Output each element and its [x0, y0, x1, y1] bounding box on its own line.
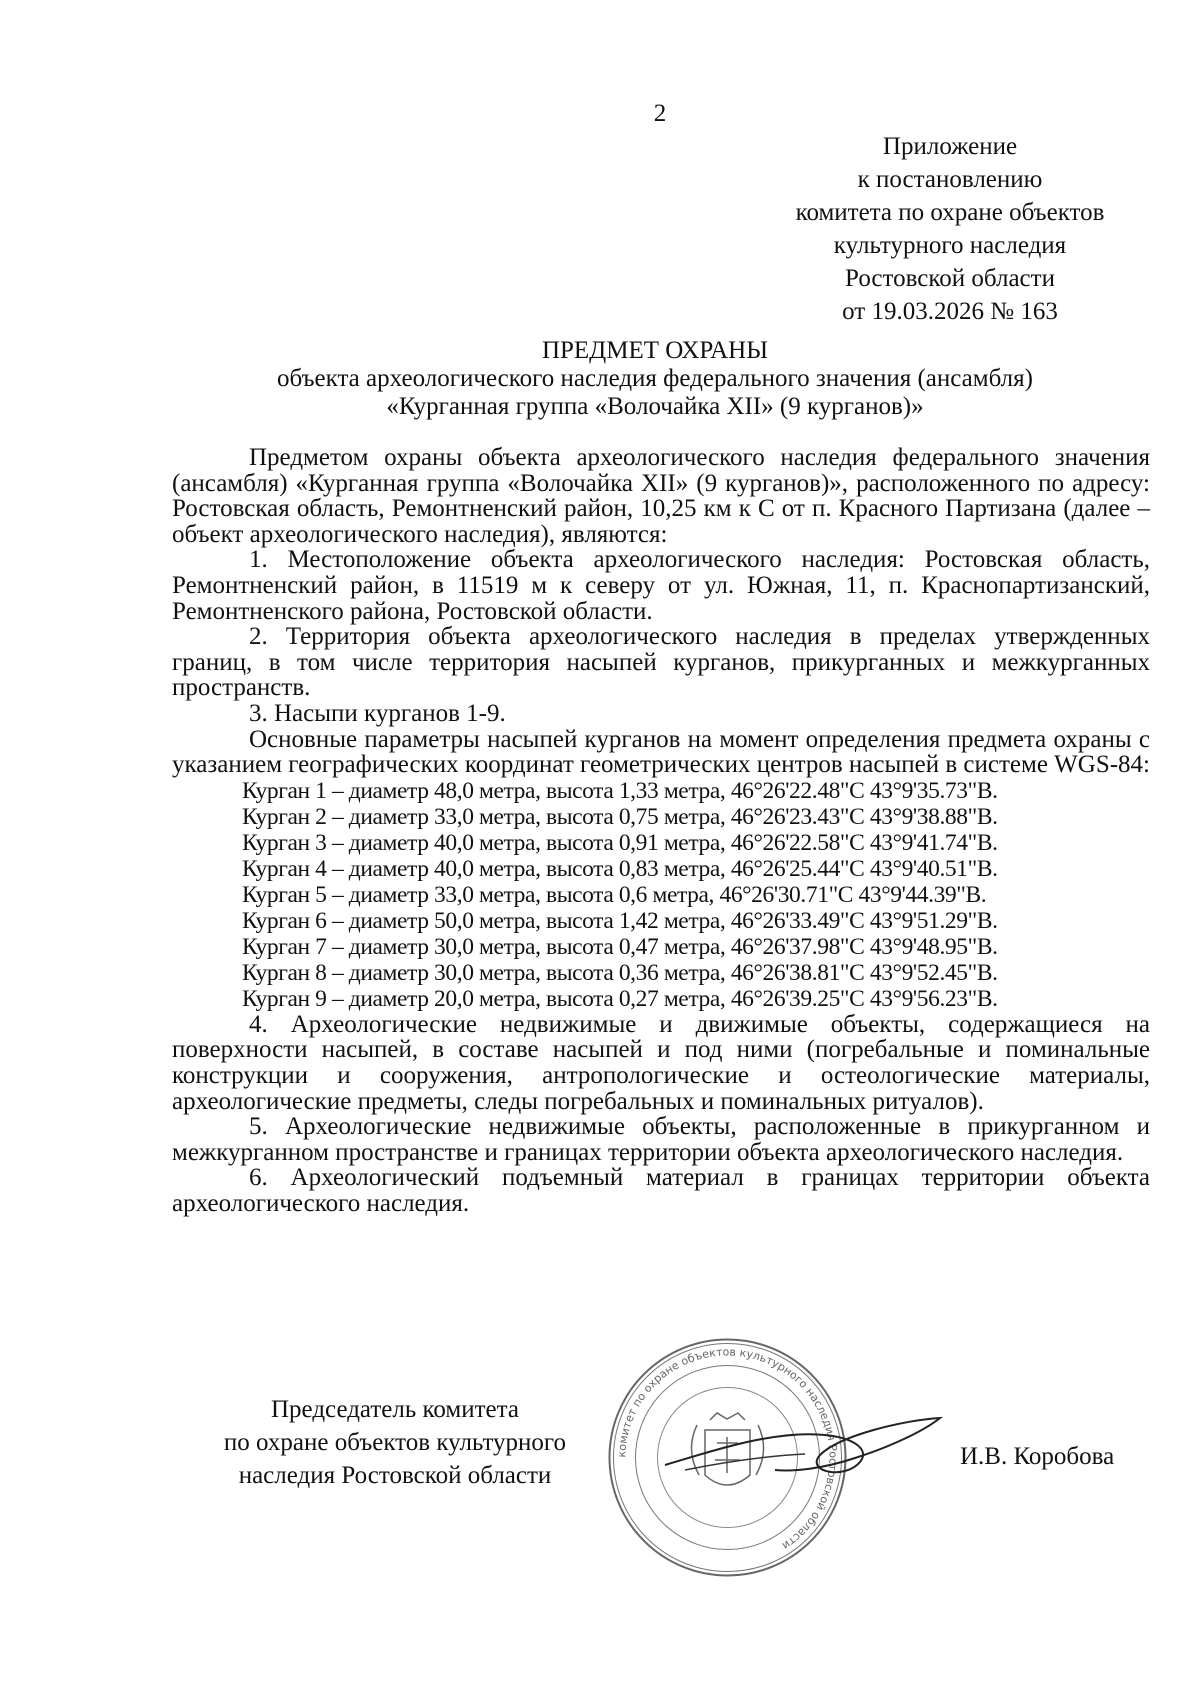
signatory-position — [190, 1393, 600, 1492]
params-intro-paragraph: Основные параметры насыпей курганов на момент определения предмета охраны с указанием географических координат геометрических центров насыпей в системе WGS-84: — [172, 725, 1151, 779]
appendix-line: от 19.03.2026 № 163 — [842, 298, 1058, 325]
appendix-line: Приложение — [882, 133, 1018, 160]
signatory-name: И.В. Коробова — [960, 1443, 1115, 1470]
kurgan-line: Курган 1 – диаметр 48,0 метра, высота 1,33 метра, 46°26'22.48"С 43°9'35.73"В. — [242, 777, 998, 804]
title-block — [160, 337, 1150, 421]
item-2-paragraph: 2. Территория объекта археологического наследия в пределах утвержденных границ, в том числе территория насыпей курганов, прикурганных и межкурганных пространств. — [172, 623, 1150, 702]
intro-paragraph: Предметом охраны объекта археологического наследия федерального значения (ансамбля) «Курганная группа «Волочайка XII» (9 курганов)», расположенного по адресу: Ростовская область, Ремонтненский район, 10,25 км к С от п. Красного Партизана (далее – объект археологического наследия), являются: — [172, 444, 1150, 548]
kurgan-line: Курган 9 – диаметр 20,0 метра, высота 0,27 метра, 46°26'39.25"С 43°9'56.23"В. — [242, 985, 998, 1012]
signatory-position-line: Председатель комитета — [271, 1396, 519, 1423]
kurgan-line: Курган 8 – диаметр 30,0 метра, высота 0,36 метра, 46°26'38.81"С 43°9'52.45"В. — [242, 959, 998, 986]
signatory-position-line: по охране объектов культурного — [223, 1429, 567, 1456]
title-line: объекта археологического наследия федерального значения (ансамбля) — [277, 365, 1033, 392]
signature — [655, 1410, 950, 1490]
document-body — [172, 445, 1150, 1216]
appendix-line: Ростовской области — [845, 265, 1055, 292]
kurgan-line: Курган 2 – диаметр 33,0 метра, высота 0,75 метра, 46°26'23.43"С 43°9'38.88"В. — [242, 803, 998, 830]
signatory-position-line: наследия Ростовской области — [238, 1462, 552, 1489]
kurgan-line: Курган 4 – диаметр 40,0 метра, высота 0,83 метра, 46°26'25.44"С 43°9'40.51"В. — [242, 855, 998, 882]
item-3-paragraph: 3. Насыпи курганов 1-9. — [249, 699, 506, 727]
item-5-paragraph: 5. Археологические недвижимые объекты, расположенные в прикурганном и межкурганном пространстве и границах территории объекта археологического наследия. — [172, 1113, 1150, 1166]
item-1-paragraph: 1. Местоположение объекта археологического наследия: Ростовская область, Ремонтненский район, в 11519 м к северу от ул. Южная, 11, п. Краснопартизанский, Ремонтненского района, Ростовской области. — [172, 546, 1150, 625]
kurgan-list — [172, 778, 1150, 1012]
kurgan-line: Курган 7 – диаметр 30,0 метра, высота 0,47 метра, 46°26'37.98"С 43°9'48.95"В. — [242, 933, 998, 960]
kurgan-line: Курган 3 – диаметр 40,0 метра, высота 0,91 метра, 46°26'22.58"С 43°9'41.74"В. — [242, 829, 998, 856]
appendix-line: культурного наследия — [833, 232, 1067, 259]
document-heading: ПРЕДМЕТ ОХРАНЫ — [541, 337, 769, 364]
appendix-block — [735, 130, 1165, 328]
stamp-text: комитет по охране объектов культурного наследия Ростовской области — [615, 1345, 840, 1553]
page-number: 2 — [653, 100, 667, 127]
appendix-line: к постановлению — [857, 166, 1043, 193]
kurgan-line: Курган 5 – диаметр 33,0 метра, высота 0,6 метра, 46°26'30.71"С 43°9'44.39"В. — [242, 881, 987, 908]
kurgan-line: Курган 6 – диаметр 50,0 метра, высота 1,42 метра, 46°26'33.49"С 43°9'51.29"В. — [242, 907, 998, 934]
title-line: «Курганная группа «Волочайка XII» (9 курганов)» — [386, 393, 924, 420]
appendix-line: комитета по охране объектов — [795, 199, 1105, 226]
item-4-paragraph: 4. Археологические недвижимые и движимые объекты, содержащиеся на поверхности насыпей, в составе насыпей и под ними (погребальные и поминальные конструкции и сооружения, антропологические и остеологические материалы, археологические предметы, следы погребальных и поминальных ритуалов). — [172, 1010, 1150, 1115]
item-6-paragraph: 6. Археологический подъемный материал в границах территории объекта археологического наследия. — [172, 1164, 1150, 1217]
